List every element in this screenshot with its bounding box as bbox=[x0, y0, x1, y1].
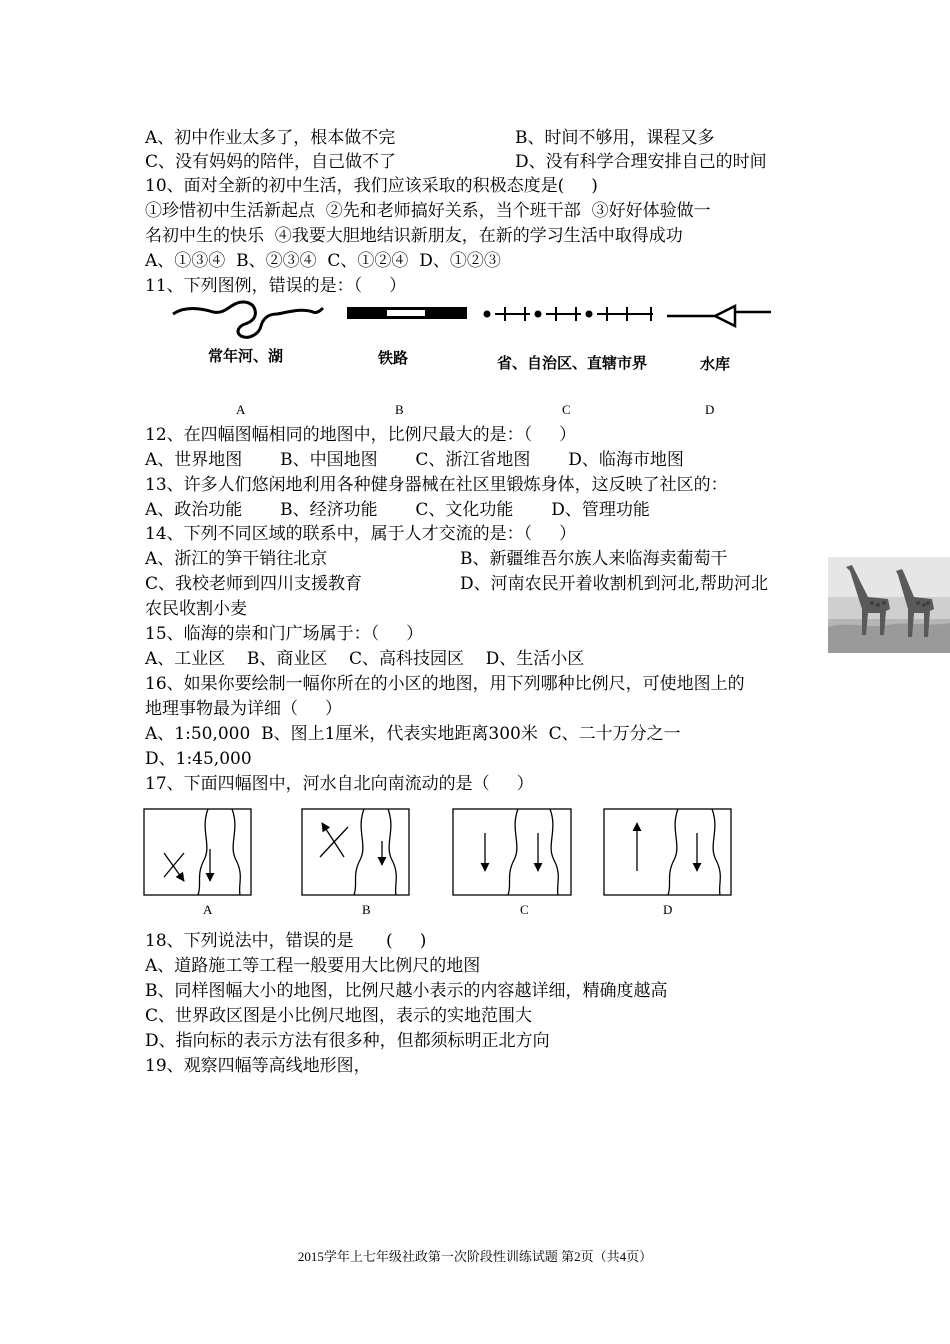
river-diagram-b bbox=[302, 809, 409, 895]
text-line: A、①③④ B、②③④ C、①②④ D、①②③ bbox=[145, 251, 501, 271]
text-line: 16、如果你要绘制一幅你所在的小区的地图，用下列哪种比例尺，可使地图上的 bbox=[145, 674, 745, 694]
text-line: A、1:50,000 B、图上1厘米，代表实地距离300米 C、二十万分之一 bbox=[145, 724, 681, 744]
page-footer: 2015学年上七年级社政第一次阶段性训练试题 第2页（共4页） bbox=[297, 1249, 653, 1264]
river-lake-symbol bbox=[173, 302, 323, 337]
text-line: A、初中作业太多了，根本做不完 bbox=[145, 128, 396, 148]
text-line: B、时间不够用，课程又多 bbox=[515, 128, 715, 148]
text-line: C、世界政区图是小比例尺地图，表示的实地范围大 bbox=[145, 1006, 533, 1026]
legend-letter-b: B bbox=[395, 402, 404, 417]
text-line: A、道路施工等工程一般要用大比例尺的地图 bbox=[145, 956, 481, 976]
text-line: ①珍惜初中生活新起点 ②先和老师搞好关系，当个班干部 ③好好体验做一 bbox=[145, 201, 711, 221]
river-letter-b: B bbox=[362, 902, 371, 917]
text-line: A、世界地图 B、中国地图 C、浙江省地图 D、临海市地图 bbox=[145, 450, 684, 470]
text-line: 12、在四幅图幅相同的地图中，比例尺最大的是：（ ） bbox=[145, 425, 577, 445]
text-line: A、政治功能 B、经济功能 C、文化功能 D、管理功能 bbox=[145, 500, 650, 520]
text-line: 地理事物最为详细（ ） bbox=[145, 699, 343, 719]
river-letter-a: A bbox=[203, 902, 213, 917]
text-line: D、指向标的表示方法有很多种，但都须标明正北方向 bbox=[145, 1031, 550, 1051]
river-diagram-a bbox=[144, 809, 251, 895]
legend-caption-d: 水库 bbox=[700, 355, 731, 373]
legend-caption-b: 铁路 bbox=[378, 349, 409, 367]
text-line: D、1:45,000 bbox=[145, 749, 252, 769]
river-diagram-d bbox=[604, 809, 731, 895]
text-line: 10、面对全新的初中生活，我们应该采取的积极态度是( ) bbox=[145, 176, 598, 196]
text-line: 17、下面四幅图中，河水自北向南流动的是（ ） bbox=[145, 774, 534, 794]
text-line: 14、下列不同区域的联系中，属于人才交流的是：（ ） bbox=[145, 524, 577, 544]
legend-caption-c: 省、自治区、直辖市界 bbox=[497, 354, 648, 372]
river-letter-d: D bbox=[663, 902, 673, 917]
reservoir-symbol bbox=[667, 306, 771, 326]
text-line: A、工业区 B、商业区 C、高科技园区 D、生活小区 bbox=[145, 649, 585, 669]
boundary-symbol bbox=[485, 307, 654, 321]
map-legend-figure bbox=[165, 296, 785, 346]
text-line: 19、观察四幅等高线地形图， bbox=[145, 1056, 371, 1076]
text-line: 18、下列说法中，错误的是 ( ) bbox=[145, 931, 427, 951]
legend-caption-a: 常年河、湖 bbox=[208, 347, 284, 365]
text-line: 13、许多人们悠闲地利用各种健身器械在社区里锻炼身体，这反映了社区的： bbox=[145, 475, 728, 495]
text-line: 名初中生的快乐 ④我要大胆地结识新朋友，在新的学习生活中取得成功 bbox=[145, 226, 683, 246]
railway-symbol bbox=[347, 307, 467, 319]
text-line: 农民收割小麦 bbox=[145, 599, 247, 619]
river-letter-c: C bbox=[520, 902, 529, 917]
legend-letter-a: A bbox=[236, 402, 246, 417]
text-line: C、没有妈妈的陪伴，自己做不了 bbox=[145, 152, 397, 172]
text-line: B、同样图幅大小的地图，比例尺越小表示的内容越详细，精确度越高 bbox=[145, 981, 668, 1001]
text-line: B、新疆维吾尔族人来临海卖葡萄干 bbox=[460, 549, 728, 569]
text-line: A、浙江的笋干销往北京 bbox=[145, 549, 328, 569]
text-line: 11、下列图例，错误的是：（ ） bbox=[145, 276, 407, 296]
legend-letter-c: C bbox=[562, 402, 571, 417]
text-line: D、河南农民开着收割机到河北,帮助河北 bbox=[460, 574, 769, 594]
legend-letter-d: D bbox=[705, 402, 715, 417]
text-line: C、我校老师到四川支援教育 bbox=[145, 574, 363, 594]
text-line: D、没有科学合理安排自己的时间 bbox=[515, 152, 767, 172]
text-line: 15、临海的崇和门广场属于：（ ） bbox=[145, 624, 424, 644]
river-diagram-c bbox=[453, 809, 571, 895]
river-diagrams bbox=[140, 805, 740, 900]
giraffe-photo bbox=[828, 557, 950, 653]
